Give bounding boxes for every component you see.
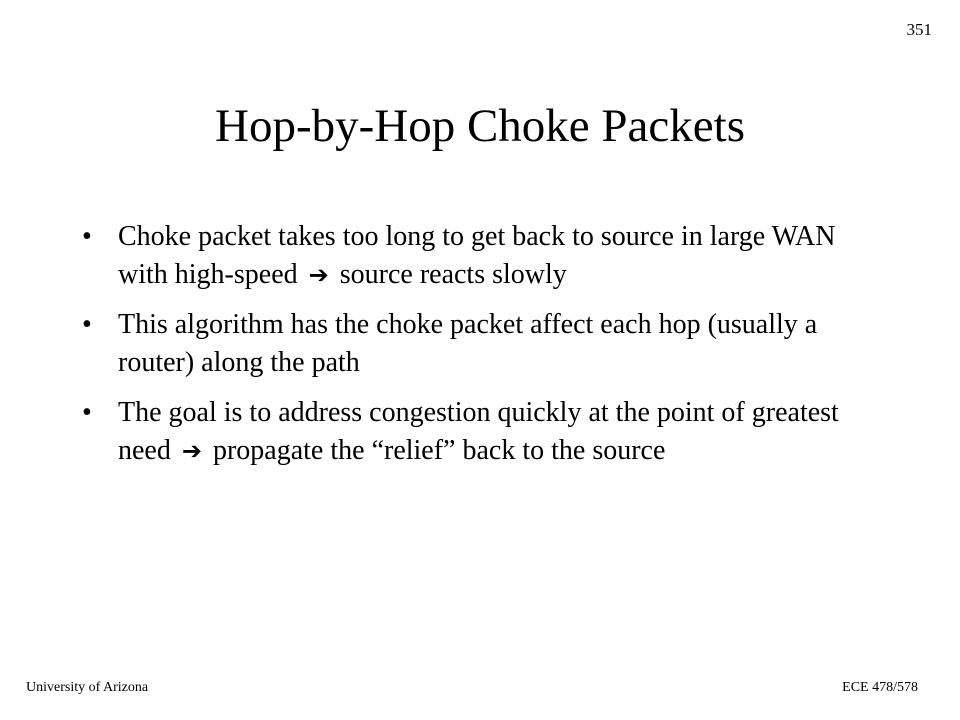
bullet-text-after: propagate the “relief” back to the source (212, 435, 666, 466)
bullet-text: This algorithm has the choke packet affect each hop (usually a router) along the path (118, 309, 818, 378)
bullet-dot-icon: • (82, 221, 92, 252)
footer-institution: University of Arizona (26, 680, 149, 695)
bullet-list (82, 218, 872, 482)
bullet-text-before: The goal is to address congestion quickly at the point of greatest need (118, 397, 839, 466)
bullet-item-3 (82, 394, 872, 470)
bullet-text-after: source reacts slowly (339, 259, 567, 290)
slide-title: Hop-by-Hop Choke Packets (215, 100, 745, 152)
footer-course: ECE 478/578 (842, 680, 918, 695)
page-number: 351 (906, 20, 932, 39)
bullet-item-1 (82, 218, 872, 294)
arrow-right-icon: ➔ (181, 437, 202, 465)
bullet-dot-icon: • (82, 309, 92, 340)
arrow-right-icon: ➔ (308, 261, 329, 289)
bullet-item-2 (82, 306, 872, 382)
bullet-text-before: Choke packet takes too long to get back to source in large WAN with high-speed (118, 221, 836, 290)
bullet-dot-icon: • (82, 397, 92, 428)
